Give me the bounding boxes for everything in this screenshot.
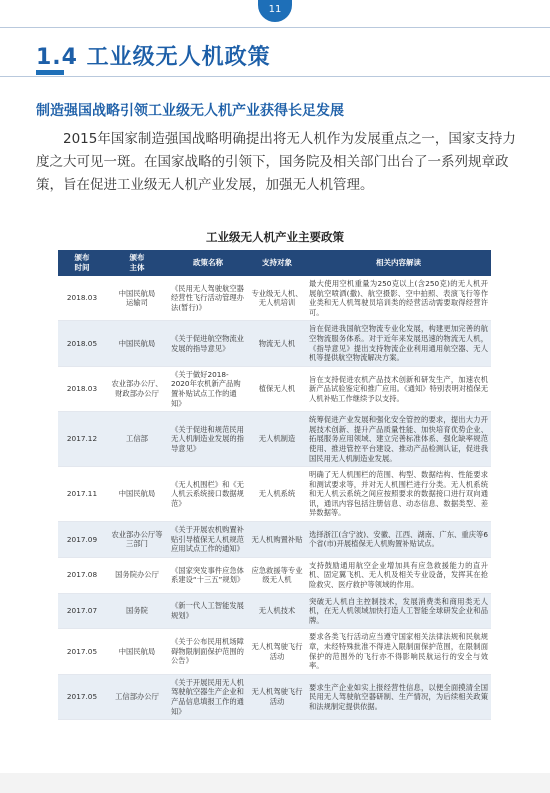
table-row — [58, 629, 491, 674]
header-rule — [0, 27, 550, 28]
cell-interpretation: 明确了无人机围栏的范围、构型、数据结构、性能要求和测试要求等，并对无人机围栏进行分类。无人机系统和无人机云系统之间应按照要求的数据接口进行双向通讯，通讯内容包括注册信息、动态信息、数据类型、差异数据等。 — [306, 467, 491, 522]
cell-date: 2017.12 — [58, 412, 106, 467]
cell-issuer: 工信部办公厅 — [106, 674, 168, 719]
cell-policy-name: 《关于做好2018-2020年农机新产品购置补贴试点工作的通知》 — [168, 366, 248, 411]
cell-policy-name: 《民用无人驾驶航空器经营性飞行活动管理办法(暂行)》 — [168, 276, 248, 321]
header-interpretation: 相关内容解读 — [306, 250, 491, 276]
cell-target: 无人机驾驶飞行活动 — [248, 674, 306, 719]
cell-issuer: 中国民航局 — [106, 467, 168, 522]
cell-interpretation: 选择浙江(含宁波)、安徽、江西、湖南、广东、重庆等6个省(市)开展植保无人机购置补贴试点。 — [306, 522, 491, 558]
cell-target: 专业级无人机、无人机培训 — [248, 276, 306, 321]
table-row — [58, 321, 491, 366]
table-row — [58, 366, 491, 411]
cell-interpretation: 要求生产企业如实上报经营性信息，以便全面摸清全国民用无人驾驶航空器研制、生产情况，为后续相关政策和法规制定提供依据。 — [306, 674, 491, 719]
page-number-badge: 11 — [258, 0, 292, 22]
cell-issuer: 中国民航局 — [106, 629, 168, 674]
title-rule — [0, 76, 550, 77]
header-target: 支持对象 — [248, 250, 306, 276]
cell-target: 无人机系统 — [248, 467, 306, 522]
cell-policy-name: 《关于开展农机购置补贴引导植保无人机规范应用试点工作的通知》 — [168, 522, 248, 558]
cell-policy-name: 《关于促进和规范民用无人机制造业发展的指导意见》 — [168, 412, 248, 467]
cell-issuer: 国务院 — [106, 593, 168, 629]
cell-policy-name: 《新一代人工智能发展规划》 — [168, 593, 248, 629]
cell-interpretation: 突破无人机自主控制技术，发展消费类和商用类无人机，在无人机领域加快打造人工智能全球研发企业和品牌。 — [306, 593, 491, 629]
cell-date: 2017.09 — [58, 522, 106, 558]
cell-interpretation: 支持鼓励通用航空企业增加具有应急救援能力的直升机、固定翼飞机、无人机及相关专业设备，发挥其在抢险救灾、医疗救护等领域的作用。 — [306, 557, 491, 593]
cell-issuer: 农业部办公厅、财政部办公厅 — [106, 366, 168, 411]
cell-policy-name: 《无人机围栏》和《无人机云系统接口数据规范》 — [168, 467, 248, 522]
cell-date: 2018.03 — [58, 276, 106, 321]
table-row — [58, 412, 491, 467]
cell-issuer: 中国民航局 — [106, 321, 168, 366]
policy-table — [58, 250, 491, 720]
footer-band — [0, 773, 550, 793]
cell-date: 2018.03 — [58, 366, 106, 411]
cell-target: 应急救援等专业级无人机 — [248, 557, 306, 593]
cell-policy-name: 《关于促进航空物流业发展的指导意见》 — [168, 321, 248, 366]
cell-date: 2018.05 — [58, 321, 106, 366]
header-policy-name: 政策名称 — [168, 250, 248, 276]
cell-target: 植保无人机 — [248, 366, 306, 411]
cell-interpretation: 统筹促进产业发展和强化安全管控的要求，提出大力开展技术创新、提升产品质量性能、加快培育优势企业、拓展服务应用领域、建立完善标准体系、强化缺率规范使用、推进管控平台建设、推动产品检测认证，促进我国民用无人机制造业发展。 — [306, 412, 491, 467]
cell-interpretation: 要求各类飞行活动应当遵守国家相关法律法规和民航规章，未经特殊批准不得进入限制面保护范围，在限制面保护的范围外的飞行亦不得影响民航运行的安全与效率。 — [306, 629, 491, 674]
cell-policy-name: 《关于公布民用机场障碍物限制面保护范围的公告》 — [168, 629, 248, 674]
cell-issuer: 中国民航局 运输司 — [106, 276, 168, 321]
table-row — [58, 522, 491, 558]
cell-date: 2017.07 — [58, 593, 106, 629]
table-row — [58, 674, 491, 719]
cell-policy-name: 《关于开展民用无人机驾驶航空器生产企业和产品信息填报工作的通知》 — [168, 674, 248, 719]
cell-date: 2017.11 — [58, 467, 106, 522]
intro-paragraph: 2015年国家制造强国战略明确提出将无人机作为发展重点之一，国家支持力度之大可见一斑。在国家战略的引领下，国务院及相关部门出台了一系列规章政策，旨在促进工业级无人机产业发展，加强无人机管理。 — [36, 131, 516, 193]
table-title: 工业级无人机产业主要政策 — [206, 230, 344, 244]
cell-target: 物流无人机 — [248, 321, 306, 366]
cell-target: 无人机制造 — [248, 412, 306, 467]
header-date: 颁布 时间 — [58, 250, 106, 276]
cell-issuer: 工信部 — [106, 412, 168, 467]
cell-interpretation: 旨在促进我国航空物流专业化发展，构建更加完善的航空物流服务体系。对于近年来发展迅速的物流无人机，《指导意见》提出支持物流企业利用通用航空器、无人机等提供航空物流解决方案。 — [306, 321, 491, 366]
table-row — [58, 593, 491, 629]
cell-issuer: 农业部办公厅等三部门 — [106, 522, 168, 558]
cell-policy-name: 《国家突发事件应急体系建设“十三五”规划》 — [168, 557, 248, 593]
table-row — [58, 557, 491, 593]
cell-interpretation: 最大使用空机重量为250克以上(含250克)的无人机开展航空喷洒(撒)、航空摄影、空中拍照、表演飞行等作业类和无人机驾驶员培训类的经营活动需要取得经营许可。 — [306, 276, 491, 321]
table-header-row — [58, 250, 491, 276]
table-row — [58, 467, 491, 522]
cell-target: 无人机技术 — [248, 593, 306, 629]
cell-date: 2017.05 — [58, 674, 106, 719]
section-title: 1.4 工业级无人机政策 — [36, 45, 271, 70]
subheading: 制造强国战略引领工业级无人机产业获得长足发展 — [36, 103, 344, 119]
cell-target: 无人机驾驶飞行活动 — [248, 629, 306, 674]
table-row — [58, 276, 491, 321]
title-accent-bar — [36, 70, 64, 75]
cell-issuer: 国务院办公厅 — [106, 557, 168, 593]
cell-target: 无人机购置补贴 — [248, 522, 306, 558]
cell-date: 2017.08 — [58, 557, 106, 593]
cell-interpretation: 旨在支持促进农机产品技术创新和研发生产，加速农机新产品试验鉴定和推广应用。《通知》特别表明对植保无人机补贴工作继续予以支持。 — [306, 366, 491, 411]
header-issuer: 颁布 主体 — [106, 250, 168, 276]
cell-date: 2017.05 — [58, 629, 106, 674]
